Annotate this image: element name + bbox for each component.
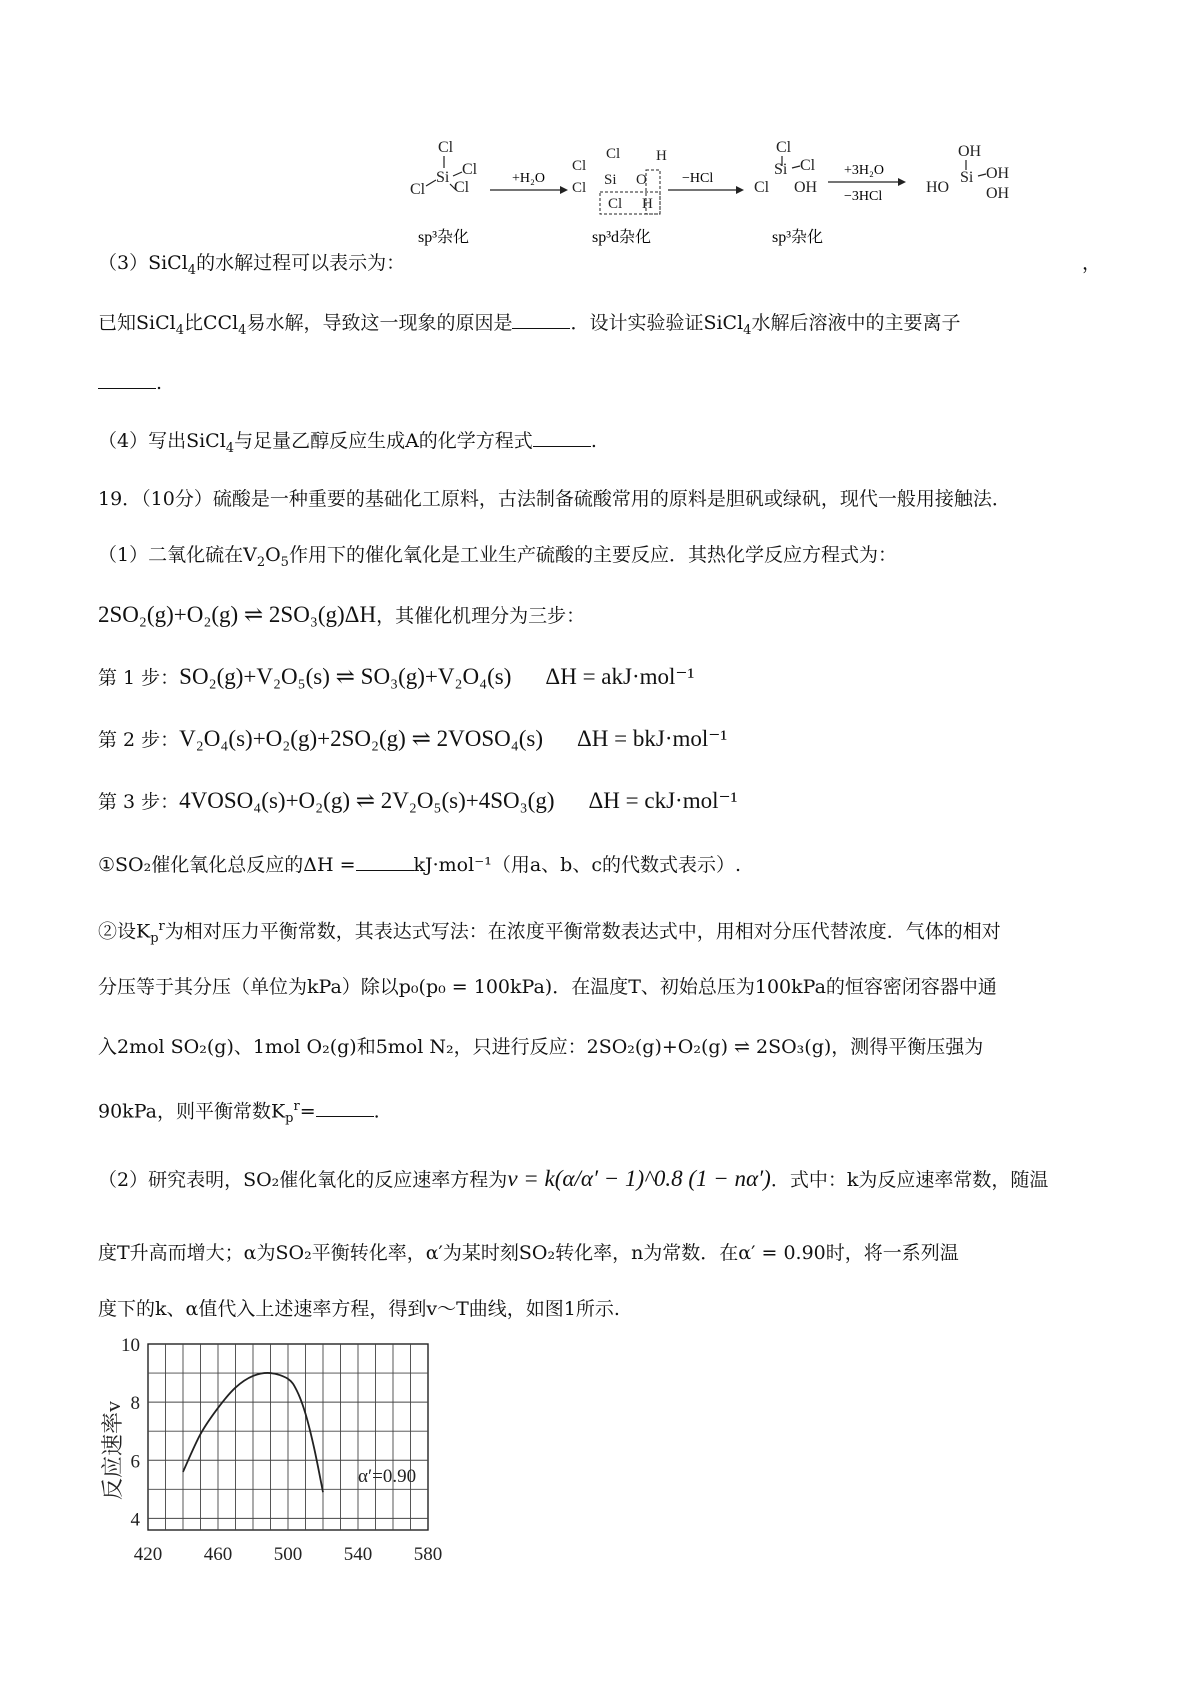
step2-line: [98, 724, 727, 755]
sub2-line4: [98, 1092, 380, 1134]
subscript: 4: [743, 322, 752, 338]
subscript: 4: [175, 322, 184, 338]
text-fragment: 的水解过程可以表示为：: [196, 252, 406, 274]
text-fragment: ．式中：k为反应速率常数，随温: [770, 1169, 1049, 1191]
intermediate-molecule: [572, 146, 667, 214]
text-fragment: 已知SiCl: [98, 312, 176, 334]
q19-part1-line: [98, 540, 897, 578]
enthalpy: ΔH = akJ·mol⁻¹: [545, 664, 695, 689]
subscript: 4: [187, 262, 197, 278]
text-fragment: 与足量乙醇反应生成A的化学方程式: [234, 430, 533, 452]
text-fragment: ①SO₂催化氧化总反应的ΔH =: [98, 854, 356, 876]
atom-label: Cl: [608, 196, 623, 212]
hybrid-label-1: sp³杂化: [418, 229, 470, 246]
text-fragment: （4）写出SiCl: [98, 430, 226, 452]
atom-label: Cl: [410, 181, 426, 198]
silicic-acid-molecule: [926, 143, 1010, 202]
arrow-head: [560, 186, 568, 194]
hybrid-label-3: sp³杂化: [772, 229, 824, 246]
step-label: 第 1 步：: [98, 667, 180, 689]
y-axis-label: 反应速率v: [100, 1400, 125, 1500]
x-tick-label: 500: [273, 1544, 303, 1565]
step-equation: SO₂(g)+V₂O₅(s) ⇌ SO₃(g)+V₂O₄(s): [179, 664, 512, 689]
step-equation: 4VOSO₄(s)+O₂(g) ⇌ 2V₂O₅(s)+4SO₃(g): [179, 788, 555, 813]
atom-label: Cl: [438, 139, 454, 156]
sub2-line2: 分压等于其分压（单位为kPa）除以p₀(p₀ = 100kPa)．在温度T、初始总压为100kPa的恒容密闭容器中通: [98, 976, 997, 998]
q3-line1: [98, 248, 405, 286]
answer-blank[interactable]: [533, 426, 591, 447]
atom-label: OH: [986, 185, 1010, 202]
atom-label: Si: [960, 169, 974, 186]
sicl4-molecule: [410, 139, 478, 198]
text-fragment: =: [299, 1100, 316, 1123]
text-fragment: ②设K: [98, 920, 151, 943]
x-tick-label: 540: [343, 1544, 373, 1565]
q19-intro: 19．（10分）硫酸是一种重要的基础化工原料，古法制备硫酸常用的原料是胆矾或绿矾，现代一般用接触法．: [98, 488, 1011, 510]
q3-comma: ，: [1082, 252, 1102, 274]
text-fragment: .: [373, 1100, 380, 1123]
y-tick-label: 4: [130, 1509, 140, 1531]
text-fragment: 比CCl: [184, 312, 239, 334]
subscript: p: [285, 1111, 294, 1127]
text-fragment: （1）二氧化硫在V: [98, 544, 257, 566]
y-tick-label: 8: [130, 1393, 140, 1415]
rate-vs-temperature-chart: [78, 1332, 498, 1572]
part2-line2: 度T升高而增大；α为SO₂平衡转化率，α′为某时刻SO₂转化率，n为常数．在α′ = 0.90时，将一系列温: [98, 1242, 959, 1264]
atom-label: Cl: [454, 179, 470, 196]
subscript: 5: [280, 554, 289, 570]
subscript: 4: [225, 440, 235, 456]
atom-label: Cl: [776, 139, 792, 156]
arrow-head: [898, 178, 906, 186]
text-fragment: .: [156, 372, 163, 394]
text-fragment: （3）SiCl: [98, 252, 188, 274]
x-tick-label: 460: [203, 1544, 233, 1565]
atom-label: O: [636, 172, 647, 188]
step-label: 第 3 步：: [98, 791, 180, 813]
arrow-label-remove-hcl: −HCl: [682, 171, 714, 186]
step-equation: V₂O₄(s)+O₂(g)+2SO₂(g) ⇌ 2VOSO₄(s): [179, 726, 544, 751]
step1-line: [98, 662, 694, 693]
arrow-label-add-3water: +3H₂O: [844, 163, 884, 178]
step3-line: [98, 786, 738, 817]
answer-blank[interactable]: [356, 850, 414, 871]
sub2-line1: [98, 912, 1001, 954]
sicl3oh-molecule: [754, 139, 818, 196]
x-tick-label: 420: [133, 1544, 163, 1565]
atom-label: HO: [926, 179, 950, 196]
sub2-line3: 入2mol SO₂(g)、1mol O₂(g)和5mol N₂，只进行反应：2SO₂(g)+O₂(g) ⇌ 2SO₃(g)，测得平衡压强为: [98, 1036, 984, 1058]
atom-label: Si: [436, 169, 450, 186]
subscript: 4: [238, 322, 247, 338]
text-fragment: （2）研究表明，SO₂催化氧化的反应速率方程为: [98, 1169, 508, 1191]
step-label: 第 2 步：: [98, 729, 180, 751]
atom-label: Si: [604, 172, 617, 188]
chart-annotation: α′=0.90: [358, 1466, 417, 1487]
atom-label: H: [656, 148, 667, 164]
subscript: p: [150, 931, 159, 947]
q3-line3: [98, 368, 162, 398]
answer-blank[interactable]: [98, 368, 156, 389]
subscript: 2: [256, 554, 266, 570]
text-fragment: ，其催化机理分为三步：: [376, 605, 586, 627]
total-reaction-line: [98, 600, 585, 631]
q3-line2: [98, 308, 960, 346]
chart-grid: [148, 1344, 428, 1530]
atom-label: Si: [774, 161, 788, 178]
superscript: r: [158, 919, 165, 934]
q4-line: [98, 426, 597, 464]
answer-blank[interactable]: [512, 308, 570, 329]
text-fragment: 90kPa，则平衡常数K: [98, 1100, 286, 1123]
atom-label: Cl: [572, 180, 587, 196]
atom-label: OH: [794, 179, 818, 196]
x-tick-label: 580: [413, 1544, 443, 1565]
text-fragment: kJ·mol⁻¹（用a、b、c的代数式表示）.: [413, 854, 742, 876]
enthalpy: ΔH = bkJ·mol⁻¹: [577, 726, 728, 751]
arrow-head: [736, 186, 744, 194]
part2-line3: 度下的k、α值代入上述速率方程，得到v～T曲线，如图1所示.: [98, 1298, 620, 1320]
atom-label: H: [642, 196, 653, 212]
answer-blank[interactable]: [316, 1096, 374, 1117]
rate-formula: v = k(α/α′ − 1)^0.8 (1 − nα′): [507, 1166, 771, 1191]
atom-label: Cl: [606, 146, 621, 162]
text-fragment: O: [265, 544, 281, 566]
text-fragment: ．设计实验验证SiCl: [570, 312, 744, 334]
atom-label: OH: [986, 165, 1010, 182]
atom-label: Cl: [754, 179, 770, 196]
y-tick-label: 6: [130, 1451, 140, 1473]
atom-label: OH: [958, 143, 982, 160]
text-fragment: 为相对压力平衡常数，其表达式写法：在浓度平衡常数表达式中，用相对分压代替浓度．气体的相对: [164, 920, 1001, 943]
superscript: r: [293, 1099, 300, 1114]
arrow-label-remove-3hcl: −3HCl: [844, 189, 883, 204]
atom-label: Cl: [572, 158, 587, 174]
hybrid-label-2: sp³d杂化: [592, 229, 652, 246]
sub1-line: [98, 850, 741, 880]
text-fragment: .: [590, 430, 597, 452]
text-fragment: 作用下的催化氧化是工业生产硫酸的主要反应．其热化学反应方程式为：: [288, 544, 897, 566]
text-fragment: 水解后溶液中的主要离子: [751, 312, 961, 334]
total-equation: 2SO₂(g)+O₂(g) ⇌ 2SO₃(g)ΔH: [98, 602, 377, 627]
part2-line1: [98, 1164, 1048, 1195]
arrow-label-add-water: +H₂O: [512, 171, 545, 186]
atom-label: Cl: [800, 157, 816, 174]
text-fragment: 易水解，导致这一现象的原因是: [246, 312, 513, 334]
y-tick-label: 10: [121, 1335, 140, 1356]
hydrolysis-mechanism-diagram: [400, 130, 1120, 260]
atom-label: Cl: [462, 161, 478, 178]
enthalpy: ΔH = ckJ·mol⁻¹: [588, 788, 738, 813]
